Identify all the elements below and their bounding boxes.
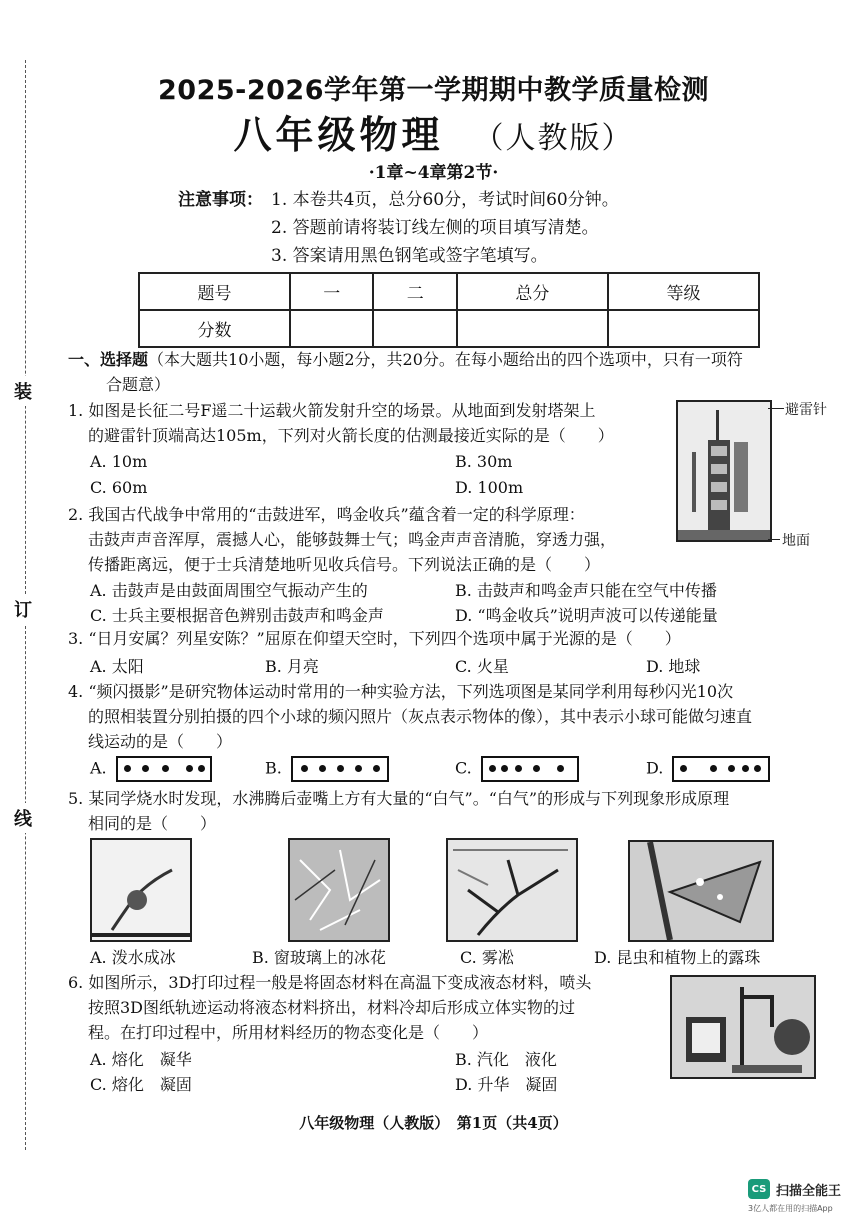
question-line: 的照相装置分别拍摄的四个小球的频闪照片（灰点表示物体的像），其中表示小球可能做匀速直: [88, 707, 753, 726]
question-line: 3. “日月安属？列星安陈？”屈原在仰望天空时，下列四个选项中属于光源的是（ ）: [68, 629, 681, 648]
section-heading: 一、选择题: [68, 350, 149, 369]
question-line: 传播距离远，便于士兵清楚地听见收兵信号。下列说法正确的是（ ）: [88, 555, 601, 574]
section-1-header: [68, 347, 838, 397]
score-header-cell: 总分: [457, 273, 608, 310]
question-line: 4. “频闪摄影”是研究物体运动时常用的一种实验方法，下列选项图是某同学利用每秒闪光10次: [68, 682, 734, 701]
strobe-photo-a: [116, 756, 212, 782]
question-1: [68, 398, 668, 448]
option[interactable]: B. 汽化 液化: [455, 1050, 557, 1069]
photo-3d-printer: [670, 975, 816, 1079]
exam-subject-line: [0, 104, 867, 159]
question-5: [68, 786, 848, 836]
notes-label: 注意事项：: [178, 190, 263, 210]
notes: [178, 186, 619, 270]
question-2: [68, 502, 674, 577]
scanner-watermark: [748, 1179, 841, 1199]
question-line: 程。在打印过程中，所用材料经历的物态变化是（ ）: [88, 1023, 489, 1042]
score-cell[interactable]: [290, 310, 373, 347]
photo-splash-ice: [90, 838, 192, 942]
photo-window-frost: [288, 838, 390, 942]
note-item: 1. 本卷共4页，总分60分，考试时间60分钟。: [271, 190, 619, 210]
question-line: 5. 某同学烧水时发现，水沸腾后壶嘴上方有大量的“白气”。“白气”的形成与下列现象形成原理: [68, 789, 730, 808]
question-line: 6. 如图所示，3D打印过程一般是将固态材料在高温下变成液态材料，喷头: [68, 973, 592, 992]
note-item: 3. 答案请用黑色钢笔或签字笔填写。: [271, 246, 548, 266]
exam-title: 2025-2026学年第一学期期中教学质量检测: [158, 75, 709, 106]
option-d[interactable]: [646, 756, 770, 782]
section-desc-cont: 合题意）: [106, 375, 171, 394]
option[interactable]: D. 升华 凝固: [455, 1075, 558, 1094]
strobe-photo-d: [672, 756, 770, 782]
photo-rime: [446, 838, 578, 942]
option[interactable]: C. 雾凇: [460, 948, 514, 967]
option[interactable]: A. 10m: [90, 452, 148, 471]
exam-edition: （人教版）: [473, 121, 634, 156]
score-cell[interactable]: [608, 310, 759, 347]
option-a[interactable]: [90, 756, 212, 782]
score-header-cell: 一: [290, 273, 373, 310]
section-desc: （本大题共10小题，每小题2分，共20分。在每小题给出的四个选项中，只有一项符: [148, 350, 743, 369]
callout-line: [768, 539, 780, 540]
scanner-logo-icon: CS: [748, 1179, 770, 1199]
option[interactable]: A. 泼水成冰: [90, 948, 176, 967]
option[interactable]: D. “鸣金收兵”说明声波可以传递能量: [455, 606, 718, 625]
option-b[interactable]: [265, 756, 389, 782]
question-line: 按照3D图纸轨迹运动将液态材料挤出，材料冷却后形成立体实物的过: [88, 998, 576, 1017]
option[interactable]: A. 太阳: [90, 657, 144, 676]
binding-char-xian: 线: [14, 803, 32, 833]
option-c[interactable]: [455, 756, 579, 782]
option-label: B.: [265, 758, 282, 778]
exam-subject: 八年级物理: [233, 113, 444, 157]
binding-char-ding: 订: [14, 594, 32, 624]
strobe-photo-c: [481, 756, 579, 782]
score-cell[interactable]: [373, 310, 456, 347]
exam-scope: ·1章~4章第2节·: [368, 163, 499, 183]
option[interactable]: B. 窗玻璃上的冰花: [252, 948, 386, 967]
option[interactable]: C. 火星: [455, 657, 509, 676]
option[interactable]: A. 击鼓声是由鼓面周围空气振动产生的: [90, 581, 368, 600]
option[interactable]: C. 熔化 凝固: [90, 1075, 192, 1094]
rocket-launch-photo: [676, 400, 772, 542]
photo-dew: [628, 840, 774, 942]
option-label: C.: [455, 758, 472, 778]
question-line: 线运动的是（ ）: [88, 732, 233, 751]
option[interactable]: D. 昆虫和植物上的露珠: [594, 948, 761, 967]
question-line: 1. 如图是长征二号F遥二十运载火箭发射升空的场景。从地面到发射塔架上: [68, 401, 596, 420]
option[interactable]: C. 60m: [90, 478, 148, 497]
score-table: [138, 272, 760, 348]
question-line: 相同的是（ ）: [88, 814, 217, 833]
callout-line: [768, 408, 784, 409]
option[interactable]: C. 士兵主要根据音色辨别击鼓声和鸣金声: [90, 606, 384, 625]
note-item: 2. 答题前请将装订线左侧的项目填写清楚。: [271, 218, 599, 238]
page-footer: 八年级物理（人教版） 第1页（共4页）: [299, 1114, 568, 1132]
score-header-cell: 题号: [139, 273, 290, 310]
option[interactable]: B. 击鼓声和鸣金声只能在空气中传播: [455, 581, 717, 600]
scanner-app-name: 扫描全能王: [776, 1183, 842, 1199]
strobe-photo-b: [291, 756, 389, 782]
binding-char-zhuang: 装: [14, 376, 32, 406]
callout-ground: 地面: [782, 533, 810, 549]
option-label: A.: [90, 758, 107, 778]
question-line: 击鼓声声音浑厚，震撼人心，能够鼓舞士气；鸣金声声音清脆，穿透力强，: [88, 530, 617, 549]
scanner-tagline: 3亿人都在用的扫描App: [748, 1204, 833, 1213]
option[interactable]: B. 月亮: [265, 657, 319, 676]
score-cell[interactable]: [457, 310, 608, 347]
option[interactable]: D. 100m: [455, 478, 524, 497]
question-3: [68, 626, 848, 651]
score-header-cell: 二: [373, 273, 456, 310]
question-6: [68, 970, 668, 1045]
question-line: 的避雷针顶端高达105m，下列对火箭长度的估测最接近实际的是（ ）: [88, 426, 614, 445]
option[interactable]: A. 熔化 凝华: [90, 1050, 192, 1069]
option[interactable]: B. 30m: [455, 452, 513, 471]
option[interactable]: D. 地球: [646, 657, 701, 676]
score-row-label: 分数: [139, 310, 290, 347]
option-label: D.: [646, 758, 664, 778]
question-line: 2. 我国古代战争中常用的“击鼓进军，鸣金收兵”蕴含着一定的科学原理：: [68, 505, 585, 524]
callout-lightning-rod: 避雷针: [785, 402, 827, 418]
score-header-cell: 等级: [608, 273, 759, 310]
question-4: [68, 679, 848, 754]
